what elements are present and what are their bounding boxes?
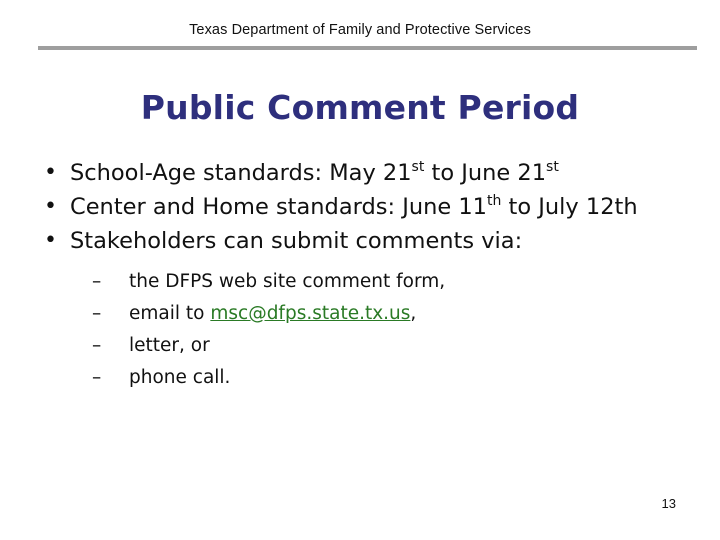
- dash-icon: –: [92, 303, 102, 324]
- sub-item-web-form: [92, 266, 704, 298]
- sub-item-letter: [92, 330, 704, 362]
- sub-item-text: the DFPS web site comment form,: [129, 271, 446, 292]
- bullet-icon: •: [44, 228, 57, 253]
- bullet-center-home: [44, 190, 704, 224]
- superscript: st: [546, 159, 559, 175]
- bullet-stakeholders: [44, 224, 704, 394]
- sub-item-text: phone call.: [129, 367, 231, 388]
- bullet-icon: •: [44, 160, 57, 185]
- bullet-text: to June 21: [424, 160, 547, 186]
- bullet-text: School-Age standards: May 21: [70, 160, 412, 186]
- sub-bullet-list: [70, 266, 704, 394]
- slide-title: Public Comment Period: [140, 88, 580, 127]
- bullet-list: [44, 156, 704, 394]
- page-number: 13: [661, 496, 676, 511]
- superscript: th: [487, 193, 502, 209]
- organization-header: Texas Department of Family and Protective Services: [189, 22, 531, 38]
- bullet-text: to July 12th: [501, 194, 638, 220]
- superscript: st: [411, 159, 425, 175]
- bullet-text: Center and Home standards: June 11: [70, 194, 487, 220]
- email-link[interactable]: msc@dfps.state.tx.us: [210, 303, 411, 324]
- dash-icon: –: [92, 335, 102, 356]
- sub-item-phone: [92, 362, 704, 394]
- sub-item-text: letter, or: [129, 335, 210, 356]
- dash-icon: –: [92, 271, 102, 292]
- sub-item-text: email to: [129, 303, 211, 324]
- bullet-text: Stakeholders can submit comments via:: [70, 228, 523, 254]
- header-divider: [38, 46, 697, 50]
- sub-item-email: [92, 298, 704, 330]
- bullet-icon: •: [44, 194, 57, 219]
- sub-item-text: ,: [410, 303, 417, 324]
- bullet-school-age: [44, 156, 704, 190]
- dash-icon: –: [92, 367, 102, 388]
